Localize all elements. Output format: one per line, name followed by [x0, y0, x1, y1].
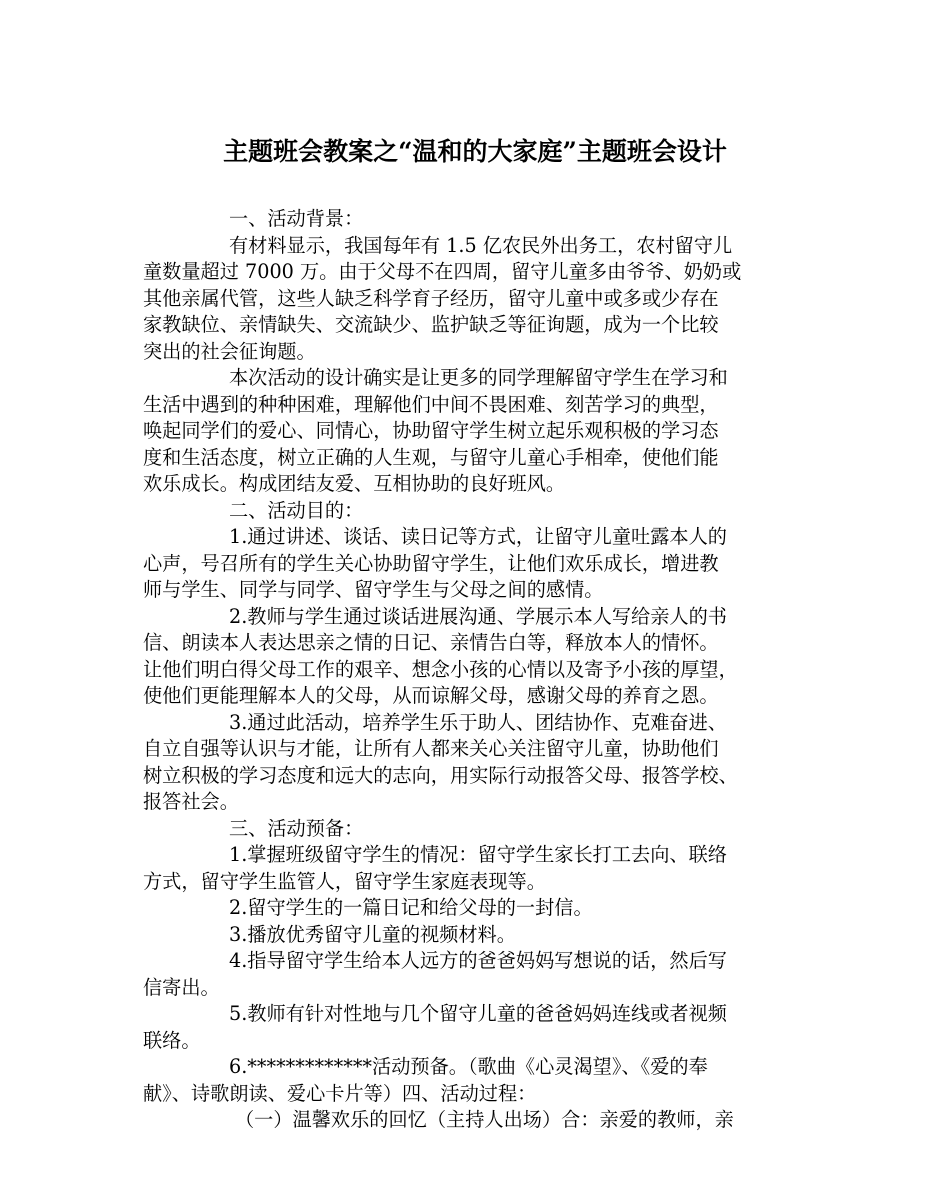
paragraph-line: 1.掌握班级留守学生的情况：留守学生家长打工去向、联络 — [229, 843, 727, 866]
paragraph-line: 2.留守学生的一篇日记和给父母的一封信。 — [229, 896, 593, 919]
paragraph-line: 有材料显示，我国每年有 1.5 亿农民外出务工，农村留守儿 — [229, 233, 733, 257]
paragraph-line: 自立自强等认识与才能，让所有人都来关心关注留守儿童，协助他们 — [143, 737, 719, 760]
paragraph-line: 突出的社会征询题。 — [143, 339, 316, 363]
paragraph-line: 信、朗读本人表达思亲之情的日记、亲情告白等，释放本人的情怀。 — [143, 631, 719, 654]
paragraph-line: 方式，留守学生监管人，留守学生家庭表现等。 — [143, 869, 546, 893]
paragraph-line: 生活中遇到的种种困难，理解他们中间不畏困难、刻苦学习的典型， — [143, 392, 719, 416]
paragraph-line: 6.*************活动预备。（歌曲《心灵渴望》、《爱的奉 — [229, 1055, 708, 1078]
document-title: 主题班会教案之“温和的大家庭”主题班会设计 — [223, 137, 727, 166]
paragraph-line: 心声，号召所有的学生关心协助留守学生，让他们欢乐成长，增进教 — [143, 551, 719, 575]
paragraph-line: 报答社会。 — [143, 790, 239, 813]
paragraph-line: 本次活动的设计确实是让更多的同学理解留守学生在学习和 — [229, 366, 728, 389]
paragraph-line: 使他们更能理解本人的父母，从而谅解父母，感谢父母的养育之恩。 — [143, 684, 719, 707]
paragraph-line: 师与学生、同学与同学、留守学生与父母之间的感情。 — [143, 578, 604, 601]
paragraph-line: 5.教师有针对性地与几个留守儿童的爸爸妈妈连线或者视频 — [229, 1002, 727, 1025]
document-body — [143, 206, 829, 1134]
paragraph-line: （一）温馨欢乐的回忆（主持人出场）合：亲爱的教师，亲 — [235, 1108, 734, 1131]
paragraph-line: 其他亲属代管，这些人缺乏科学育子经历，留守儿童中或多或少存在 — [143, 286, 719, 310]
paragraph-line: 2.教师与学生通过谈话进展沟通、学展示本人写给亲人的书 — [229, 604, 727, 628]
paragraph-line: 家教缺位、亲情缺失、交流缺少、监护缺乏等征询题，成为一个比较 — [143, 313, 719, 336]
paragraph-line: 二、活动目的： — [229, 498, 364, 522]
paragraph-line: 联络。 — [143, 1028, 201, 1052]
paragraph-line: 三、活动预备： — [229, 816, 364, 840]
paragraph-line: 童数量超过 7000 万。由于父母不在四周，留守儿童多由爷爷、奶奶或 — [143, 260, 742, 283]
paragraph-line: 让他们明白得父母工作的艰辛、想念小孩的心情以及寄予小孩的厚望， — [143, 657, 738, 681]
paragraph-line: 树立积极的学习态度和远大的志向，用实际行动报答父母、报答学校、 — [143, 763, 738, 787]
paragraph-line: 献》、诗歌朗读、爱心卡片等）四、活动过程： — [143, 1081, 537, 1105]
paragraph-line: 信寄出。 — [143, 975, 220, 999]
paragraph-line: 4.指导留守学生给本人远方的爸爸妈妈写想说的话，然后写 — [229, 949, 727, 972]
paragraph-line: 3.播放优秀留守儿童的视频材料。 — [229, 922, 516, 946]
paragraph-line: 唤起同学们的爱心、同情心，协助留守学生树立起乐观积极的学习态 — [143, 419, 719, 442]
paragraph-line: 度和生活态度，树立正确的人生观，与留守儿童心手相牵，使他们能 — [143, 445, 719, 469]
paragraph-line: 欢乐成长。构成团结友爱、互相协助的良好班风。 — [143, 472, 566, 495]
paragraph-line: 1.通过讲述、谈话、读日记等方式，让留守儿童吐露本人的 — [229, 525, 727, 548]
paragraph-line: 3.通过此活动，培养学生乐于助人、团结协作、克难奋进、 — [229, 710, 727, 734]
paragraph-line: 一、活动背景： — [229, 207, 364, 230]
